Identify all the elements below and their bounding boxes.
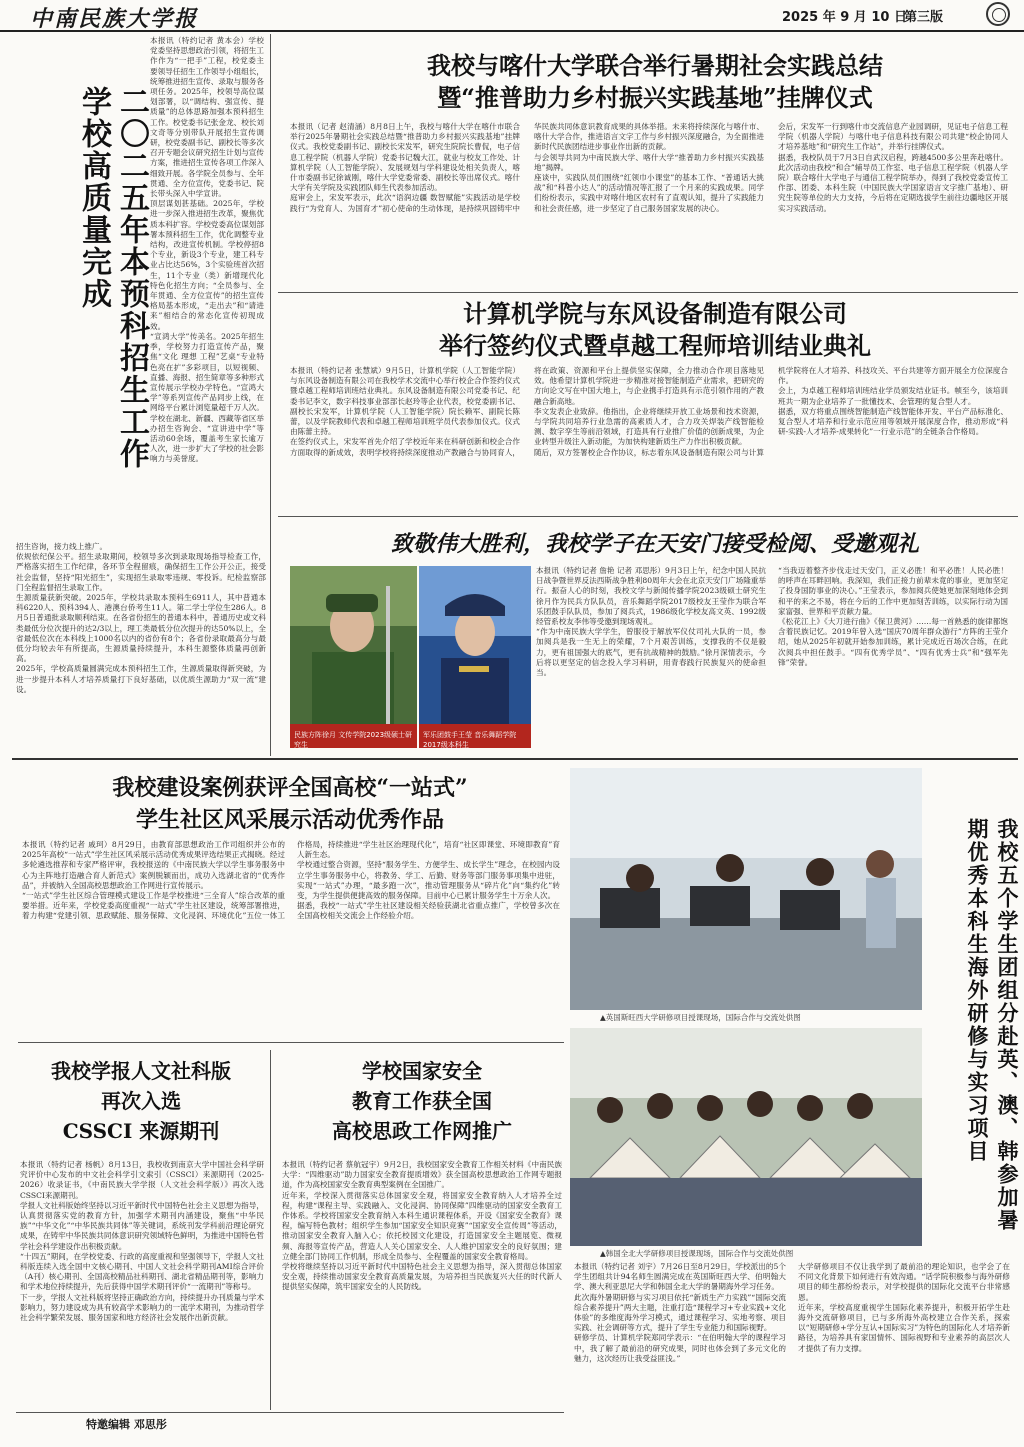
article-security-title-line2: 教育工作获全国	[352, 1089, 492, 1113]
issue-date: 2025 年 9 月 10 日	[782, 10, 907, 25]
article-kashgar-title-line1: 我校与喀什大学联合举行暑期社会实践总结	[427, 51, 883, 80]
article-community-body: 本报讯（特约记者 戚珂）8月29日，由教育部思想政治工作司组织并公布的2025年高校“一站式”学生社区风采展示活动优秀成果评选结果正式揭晓。经过多轮遴选推荐和专家严格评审，我校报送的《中南民族大学以学生事务服务中心为主阵地打造融合育人新范式》案例脱颖而出，成功入选湖北省的“优秀作品”，并被纳入全国高校思想政治工作网进行宣传展示。 “一站式”学生社区综合管理模式建设工作是学校推进“三全育人”综合改革的重要举措。近年来，学校党委高度重视“一站式”学生社区建设，统筹部署推进，着力构建“党建引领、思政赋能、服务保障、文化浸润、环境优化”五位一体工作格局，持续推进“学生社区治理现代化”，培育“社区即课堂、环境即教育”育人新生态。 学校通过整合资源，坚持“服务学生、方便学生、成长学生”理念，在校园内设立学生事务服务中心，将教务、学工、后勤、财务等部门服务事项集中进驻，实现“一站式”办理，“最多跑一次”，推动管理服务从“碎片化”向“集约化”转变，为学生提供便捷高效的服务保障。目前中心已累计服务学生十万余人次。 据悉，我校“一站式”学生社区建设相关经验获湖北省重点推广，学校曾多次在全国高校相关交流会上作经验介绍。	[22, 840, 560, 921]
section-divider	[278, 292, 1018, 293]
article-overseas-body: 本报讯（特约记者 刘宇）7月26日至8月29日，学校派出的5个学生团组共计94名师生圆满完成在英国斯旺西大学、伯明翰大学、澳大利亚思尼大学和韩国全北大学的暑期海外学习任务。 此次海外暑期研修与实习项目依托“新质生产力实践”“国际交流综合素养提升”两大主题，注重打造“课程学习+专业实践+文化体验”的多维度海外学习模式，通过课程学习、实地考察、项目实践、社会调研等方式，提升了学生专业能力和国际视野。 研修学员、计算机学院郑同学表示：“在伯明翰大学的课程学习中，我了解了最前沿的研究成果，同时也体会到了多元文化的魅力，这次经历让我受益匪浅。” 大学研修项目不仅让我学到了最前沿的理论知识，也学会了在不同文化背景下如何进行有效沟通。“话学院积极参与海外研修项目的师生都纷纷表示，对学校提供的国际化交流平台非常感恩。 近年来，学校高度重视学生国际化素养提升，积极开拓学生赴海外交流研修项目，已与多所海外高校建立合作关系，探索以“短期研修+学分互认+国际实习”为特色的国际化人才培养新路径，为培养具有家国情怀、国际视野和专业素养的高层次人才提供了有力支撑。	[574, 1262, 1010, 1363]
section-divider	[278, 516, 1018, 517]
editor-credit: 特邀编辑 邓思彤	[86, 1418, 167, 1431]
section-divider	[12, 758, 1018, 760]
parade-photo-left-image	[290, 566, 417, 748]
university-logo-icon	[986, 2, 1010, 26]
article-enrollment-body-bottom: 招生咨询，接力线上推广。 依规依纪保公平。招生录取期间，校领导多次到录取现场指导检查工作，严格落实招生工作纪律，各环节全程留痕，确保招生工作公开公正，接受社会监督，坚持“阳光招生”，实现招生录取零违规、零投诉。纪检监察部门全程监督招生录取工作。 生源质量获新突破。2025年，学校共录取本预科生6911人，其中普通本科6220人、预科394人、港澳台侨考生11人。第二学士学位生286人。8月5日普通批录取顺利结束。在各省份招生的普通本科中，普通历史或文科类最低分位次提升的达2/3以上，理工类最低分位次提升的达50%以上，全省最低位次在本科线上1000名以内的省份有8个；各省份录取最高分与最低分均较去年有所提高，生源质量持续提升，本科生源整体质量再创新高。 2025年，学校高质量圆满完成本预科招生工作，生源质量取得新突破，为进一步提升本科人才培养质量打下良好基础，以优质生源助力“双一流”建设。	[16, 542, 266, 694]
article-kashgar-title-line2: 暨“推普助力乡村振兴实践基地”挂牌仪式	[437, 83, 873, 112]
article-parade-headline: 致敬伟大胜利，我校学子在天安门接受检阅、受邀观礼	[390, 531, 919, 557]
article-dongfeng-body: 本报讯（特约记者 张慧斌）9月5日，计算机学院（人工智能学院）与东风设备制造有限公司在我校学术交流中心举行校企合作签约仪式暨卓越工程师培训班结业典礼。东风设备制造有限公司党委书记、纪委书记李文，数字科技事业部部长赵玲等企业代表，校党委副书记、副校长宋发军，计算机学院（人工智能学院）院长赖军、副院长陈蕾，以及学院教师代表和卓越工程师培训班学员代表参加仪式。仪式由陈蕾主持。 在签约仪式上，宋发军首先介绍了学校近年来在科研创新和校企合作方面取得的新成效，表明学校将持续深度推动产教融合与协同育人，将在政策、资源和平台上提供坚实保障，全力推动合作项目落地见效。他希望计算机学院进一步精准对接智能制造产业需求，把研究的方向论文写在中国大地上，与企业携手打造具有示范引领作用的产教融合新高地。 李文发表企业致辞。他指出，企业将继续开放工业场景和技术资源，与学院共同培养行业急需的高素质人才，合力攻关焊装产线智能检测、数字孪生等前沿领域，打造具有行业推广价值的创新成果，为企业转型升级注入新动能，为加快构建新质生产力作出积极贡献。 随后，双方签署校企合作协议，标志着东风设备制造有限公司与计算机学院将在人才培养、科技攻关、平台共建等方面开展全方位深度合作。 会上，为卓越工程师培训班结业学员颁发结业证书。帧至今，该培训班共一期为企业培养了一批懂技术、会管理的复合型人才。 据悉，双方将重点围绕智能制造产线智能体开发、平台产品标准化、复合型人才培养和行业示范应用等领域开展深度合作，推动形成“科研-实践-人才培养-成果转化”一行业示范”的全链条合作格局。	[290, 366, 1008, 457]
article-community-title-line1: 我校建设案例获评全国高校“一站式”	[112, 775, 468, 801]
article-security-body: 本报讯（特约记者 蔡航冠宇）9月2日，我校国家安全教育工作相关材料《中南民族大学：“四维驱动”助力国家安全教育提质增效》获全国高校思想政治工作网专题报道，作为高校国家安全教育典型案例在全国推广。 近年来，学校深入贯彻落实总体国家安全观，将国家安全教育纳入人才培养全过程，构建“课程主导、实践融入、文化浸润、协同保障”四维驱动的国家安全教育工作体系。学校将国家安全教育纳入本科生通识课程体系，开设《国家安全教育》课程，编写特色教材；组织学生参加“国家安全知识竞赛”“国家安全宣传周”等活动，推动国家安全教育入脑入心；依托校园文化建设，打造国家安全主题展览、微视频、海报等宣传产品，营造人人关心国家安全、人人维护国家安全的良好氛围；建立健全部门协同工作机制，形成全员参与、全程覆盖的国家安全教育格局。 学校将继续坚持以习近平新时代中国特色社会主义思想为指导，深入贯彻总体国家安全观，持续推动国家安全教育高质量发展，为培养担当民族复兴大任的时代新人提供坚实保障，筑牢国家安全的人民防线。	[282, 1160, 562, 1292]
overseas-photo-bottom-image	[570, 1028, 922, 1246]
article-cssci-title-line2: 再次入选	[101, 1089, 181, 1113]
masthead	[0, 0, 1024, 32]
parade-photo-right-caption: 军乐团鼓手王莹 音乐舞蹈学院2017级本科生	[423, 731, 517, 748]
section-divider	[18, 1042, 564, 1043]
article-security-title-line1: 学校国家安全	[362, 1059, 482, 1083]
article-dongfeng-headline	[290, 298, 1020, 362]
article-cssci-headline	[18, 1056, 264, 1146]
page-number: 第三版	[904, 10, 944, 25]
overseas-photo-bottom-caption: ▲韩国全北大学研修项目授课现场，国际合作与交流处供图	[600, 1249, 794, 1258]
overseas-photo-top	[570, 768, 922, 1010]
article-enrollment-body-top: 本报讯（特约记者 黄本会）学校党委坚持思想政治引领，将招生工作作为“一把手”工程，校党委主要领导任招生工作领导小组组长，统筹推进招生宣传、录取与服务各项任务。2025年，校领导高位谋划部署，以“调结构、强宣传、提质量”的总体思路加强本预科招生工作。校党委书记张金龙、校长刘文奇等分别带队开展招生宣传调研，校党委副书记、副校长等多次召开专题会议研究招生计划与宣传方案，推进招生宣传各项工作深入细致开展。各学院全员参与、全年贯通、全方位宣传，党委书记、院长带头深入中学宣讲。 顶层谋划甚基础。2025年，学校进一步深入推进招生改革，聚焦优质本科扩容。学校党委高位谋划部署本预科招生工作，优化调整专业结构，改进宣传机制。学校停招8个专业，新设3个专业，建工科专业占比达56%，3个实验班首次招生，11个专业（类）新增现代化特色化招生方向；“全员参与、全年贯通、全方位宣传”的招生宣传格局基本形成，“走出去”和“请进来”相结合的常态化宣传初现成效。 “宣鸿大学”传美名。2025年招生季，学校努力打造宣传产品，聚焦“文化 理想 工程”艺桌“专业特色亮在扩”多彩项目，以短视频、直播、海报、招生简章等多种形式宣传展示学校办学特色。“宣鸿大学”等系列宣传产品同步上线，在网络平台累计浏览量超千万人次。学校在湖北、新疆、西藏等省区举办招生咨询会、“宣讲进中学”等活动60余场，覆盖考生家长逾万人次，进一步扩大了学校的社会影响力与美誉度。	[150, 36, 264, 464]
article-security-headline	[282, 1056, 562, 1146]
article-parade-body: 本报讯（特约记者 詹艳 记者 邓思彤）9月3日上午，纪念中国人民抗日战争暨世界反法西斯战争胜利80周年大会在北京天安门广场隆重举行。振奋人心的时刻，我校文学与新闻传播学院2023级硕士研究生徐月作为民兵方队队员，音乐舞蹈学院2017级校友王莹作为联合军乐团鼓手队队员，参加了阅兵式，1986级化学校友高文英、1992级经管系校友李伟等受邀到现场观礼。 “作为中南民族大学学生，曾服役于解放军仪仗司礼大队的一员，参加阅兵是我一生无上的荣耀，7个月艰苦训练，支撑我的不仅是毅力，更有祖国强大的底气，更有抗战精神的鼓励。”徐月深情表示，今后将以更坚定的信念投入学习科研，用青春践行民族复兴的使命担当。 “当我迈着整齐步伐走过天安门，正义必胜！和平必胜！人民必胜！的呼声在耳畔回响。我深知，我们正接力前辈未竟的事业，更加坚定了投身国防事业的决心。”王莹表示，参加阅兵使她更加深刻地体会到和平的来之不易，将在今后的工作中更加刻苦训练，以实际行动为国家富强、世界和平贡献力量。 《松花江上》《大刀进行曲》《保卫黄河》……每一首熟悉的旋律都饱含着民族记忆。2019年曾入选“国庆70周年群众游行”方阵的王莹介绍，她从2025年初就开始参加训练，累计完成近百场次合练，在此次阅兵中担任鼓手。“四有优秀学员”、“四有优秀士兵”和“强军先锋”荣誉。	[536, 566, 1008, 678]
article-cssci-title-line1: 我校学报人文社科版	[51, 1059, 231, 1083]
article-dongfeng-title-line2: 举行签约仪式暨卓越工程师培训结业典礼	[439, 331, 871, 360]
overseas-photo-top-caption: ▲英国斯旺西大学研修项目授课现场，国际合作与交流处供图	[600, 1013, 801, 1022]
article-community-title-line2: 学生社区风采展示活动优秀作品	[135, 807, 444, 833]
article-enrollment-headline	[70, 86, 150, 486]
footer-divider	[16, 1412, 564, 1413]
parade-photo-left-caption: 民族方阵徐月 文传学院2023级硕士研究生	[294, 731, 413, 748]
article-cssci-title-line3: CSSCI 来源期刊	[62, 1119, 220, 1143]
overseas-photo-top-image	[570, 768, 922, 1010]
article-dongfeng-title-line1: 计算机学院与东风设备制造有限公司	[463, 299, 847, 328]
article-kashgar-headline	[290, 50, 1020, 114]
newspaper-title: 中南民族大学报	[30, 6, 199, 32]
article-enrollment-title-line2: 学校高质量完成	[76, 86, 111, 310]
article-overseas-headline: 我校五个学生团组分赴英、澳、韩参加暑期优秀本科生海外研修与实习项目	[965, 818, 1020, 1232]
column-divider	[270, 1050, 271, 1410]
column-divider	[270, 34, 271, 756]
article-enrollment-title-line1: 二〇二五年本预科招生工作	[114, 86, 149, 470]
article-security-title-line3: 高校思政工作网推广	[332, 1119, 512, 1143]
parade-photo-left	[290, 566, 417, 748]
article-cssci-body: 本报讯（特约记者 杨帆）8月13日，我校收到南京大学中国社会科学研究评价中心发布的中文社会科学引文索引（CSSCI）来源期刊（2025-2026）收录证书，《中南民族大学学报（人文社会科学版）》再次入选CSSCI来源期刊。 学报人文社科版始终坚持以习近平新时代中国特色社会主义思想为指导，认真贯彻落实党的教育方针，加强学术期刊内涵建设，聚焦“中华民族”“中华文化”“中华民族共同体”等关键词，系统刊发学科前沿理论研究成果，在铸牢中华民族共同体意识研究领域特色鲜明，为推进中国特色哲学社会科学建设作出积极贡献。 “十四五”期间，在学校党委、行政的高度重视和坚强领导下，学报人文社科版连续入选全国中文核心期刊、中国人文社会科学期刊AMI综合评价（A刊）核心期刊、全国高校精品社科期刊、湖北省精品期刊等，影响力和学术地位持续提升，先后获得中国学术期刊评价“一流期刊”等称号。 下一步，学报人文社科版将坚持正确政治方向，持续提升办刊质量与学术影响力，努力建设成为具有较高学术影响力的一流学术期刊，为推动哲学社会科学繁荣发展、服务国家和地方经济社会发展作出新贡献。	[20, 1160, 264, 1323]
article-kashgar-body: 本报讯（记者 赵清涵）8月8日上午，我校与喀什大学在喀什市联合举行2025年暑期社会实践总结暨“推普助力乡村振兴实践基地”挂牌仪式。我校党委副书记、副校长宋发军，研究生院院长曹侃，电子信息工程学院（机器人学院）党委书记魏大江，就业与校友工作处、计算机学院（人工智能学院）、发展规划与学科建设处相关负责人，喀什市委副书记徐诚刚，喀什大学党委常委、副校长等出席仪式。喀什大学有关学院及实践团队师生代表参加活动。 庭审会上，宋发军表示，此次“语润边疆 数智赋能”实践活动是学校践行“为党育人、为国育才”初心使命的生动体现，是持续巩固铸牢中华民族共同体意识教育成果的具体举措。未来将持续深化与喀什市、喀什大学合作，推进语言文字工作与乡村振兴深度融合，为全面推进新时代民族团结进步事业作出新的贡献。 与会领导共同为中南民族大学、喀什大学“推普助力乡村振兴实践基地”揭牌。 座谈中，实践队员们围绕“红领巾小课堂”的基本工作、“普通话大挑战”和“科普小达人”的活动情况等汇报了一个月来的实践成果。同学们纷纷表示，实践中对喀什地区农村有了直观认知，提升了实践能力和社会责任感，进一步坚定了自己服务国家发展的决心。 会后，宋发军一行到喀什市交流信息产业园调研，见证电子信息工程学院（机器人学院）与喀什电子信息科技有限公司共建“校企协同人才培养基地”和“研究生工作站”，并举行挂牌仪式。 据悉，我校队员于7月3日自武汉启程，跨越4500多公里奔赴喀什。此次活动由我校“和合”辅导员工作室、电子信息工程学院（机器人学院）联合喀什大学电子与通信工程学院举办，得到了我校党委宣传工作部、团委、本科生院（中国民族大学国家语言文字推广基地）、研究生院等单位的大力支持，今后将在定期选拔学生前往边疆地区开展实习实践活动。	[290, 122, 1008, 213]
parade-photo-right-image	[419, 566, 531, 748]
parade-photo-right	[419, 566, 531, 748]
article-community-headline	[20, 772, 560, 836]
overseas-photo-bottom	[570, 1028, 922, 1246]
